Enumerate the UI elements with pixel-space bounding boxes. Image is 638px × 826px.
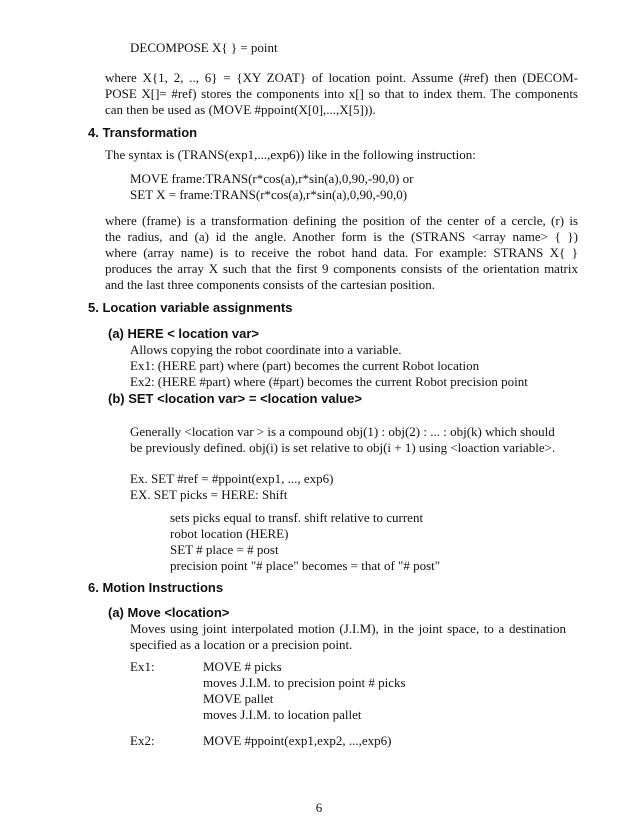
paragraph-line: The syntax is (TRANS(exp1,...,exp6)) like in the following instruction:	[105, 147, 476, 162]
paragraph-line: sets picks equal to transf. shift relative to current	[170, 510, 424, 525]
paragraph-line: POSE X[]= #ref) stores the components into x[] so that to index them. The components	[105, 86, 578, 101]
paragraph-line: Ex2: (HERE #part) where (#part) becomes the current Robot precision point	[130, 374, 528, 389]
paragraph-line: where X{1, 2, .., 6} = {XY ZOAT} of location point. Assume (#ref) then (DECOM-	[105, 70, 578, 85]
paragraph-line: Generally <location var > is a compound obj(1) : obj(2) : ... : obj(k) which should	[130, 424, 555, 439]
paragraph-line: moves J.I.M. to location pallet	[203, 707, 362, 722]
paragraph-line: Allows copying the robot coordinate into a variable.	[130, 342, 402, 357]
paragraph-line: where (frame) is a transformation defining the position of the center of a cercle, (r) is	[105, 213, 578, 228]
subsection-heading-move: (a) Move <location>	[108, 605, 230, 620]
example-label: Ex2:	[130, 733, 155, 748]
decompose-line: DECOMPOSE X{ } = point	[130, 40, 278, 55]
paragraph-line: Ex1: (HERE part) where (part) becomes the current Robot location	[130, 358, 480, 373]
code-line: SET # place = # post	[170, 542, 279, 557]
subsection-heading-here: (a) HERE < location var>	[108, 326, 259, 341]
section-heading-location-assignments: 5. Location variable assignments	[88, 300, 293, 315]
paragraph-line: Moves using joint interpolated motion (J.I.M), in the joint space, to a destination	[130, 621, 566, 636]
subsection-heading-set: (b) SET <location var> = <location value>	[108, 391, 362, 406]
paragraph-line: be previously defined. obj(i) is set relative to obj(i + 1) using <loaction variable>.	[130, 440, 556, 455]
paragraph-line: and the last three components consists of the cartesian position.	[105, 277, 435, 292]
page-number: 6	[315, 800, 323, 815]
code-line: MOVE frame:TRANS(r*cos(a),r*sin(a),0,90,-90,0) or	[130, 171, 414, 186]
paragraph-line: where (array name) is to receive the robot hand data. For example: STRANS X{ }	[105, 245, 578, 260]
code-line: MOVE # picks	[203, 659, 282, 674]
paragraph-line: moves J.I.M. to precision point # picks	[203, 675, 406, 690]
paragraph-line: the radius, and (a) id the angle. Another form is the (STRANS <array name> { })	[105, 229, 578, 244]
paragraph-line: robot location (HERE)	[170, 526, 289, 541]
code-line: SET X = frame:TRANS(r*cos(a),r*sin(a),0,90,-90,0)	[130, 187, 408, 202]
section-heading-transformation: 4. Transformation	[88, 125, 198, 140]
code-line: MOVE #ppoint(exp1,exp2, ...,exp6)	[203, 733, 392, 748]
example-label: Ex1:	[130, 659, 155, 674]
paragraph-line: specified as a location or a precision point.	[130, 637, 353, 652]
code-line: EX. SET picks = HERE: Shift	[130, 487, 288, 502]
code-line: MOVE pallet	[203, 691, 274, 706]
paragraph-line: precision point "# place" becomes = that of "# post"	[170, 558, 441, 573]
code-line: Ex. SET #ref = #ppoint(exp1, ..., exp6)	[130, 471, 334, 486]
paragraph-line: can then be used as (MOVE #ppoint(X[0],...,X[5])).	[105, 102, 376, 117]
section-heading-motion: 6. Motion Instructions	[88, 580, 224, 595]
paragraph-line: produces the array X such that the first 9 components consists of the orientation matrix	[105, 261, 578, 276]
